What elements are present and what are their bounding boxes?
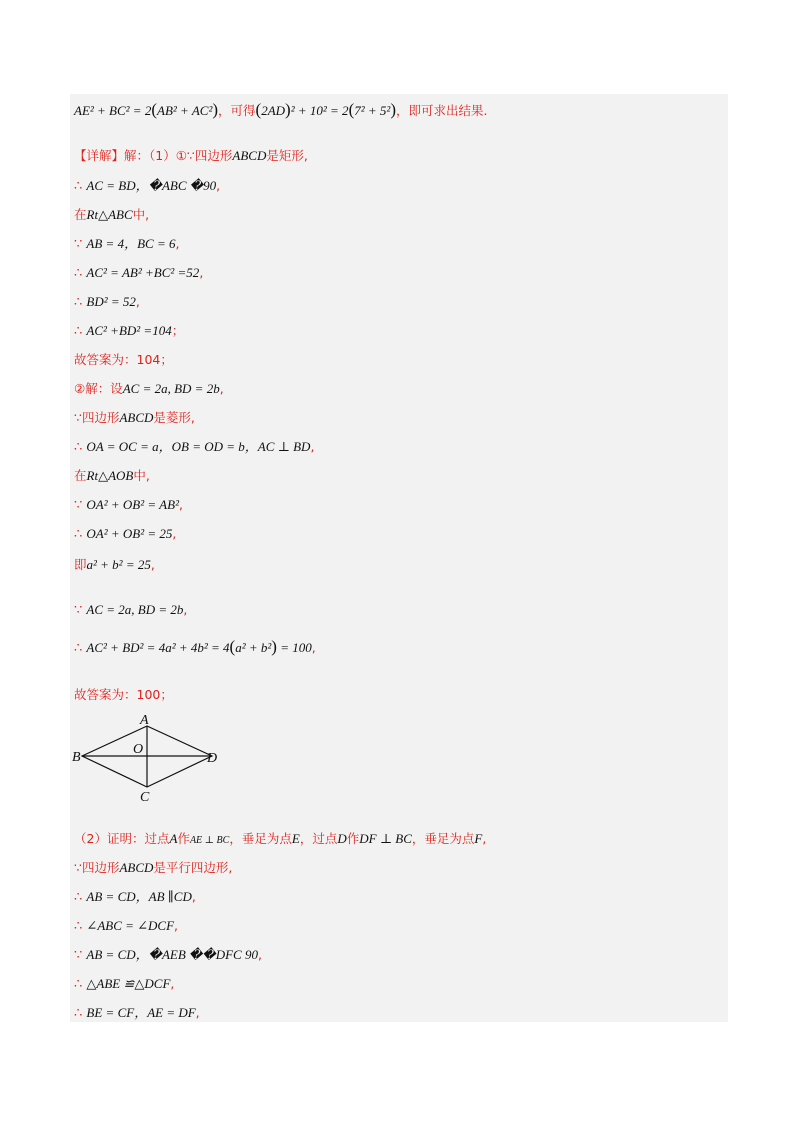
step-line bbox=[74, 556, 155, 575]
because-symbol: ∵ bbox=[74, 948, 83, 963]
answer-text: 故答案为：100； bbox=[74, 687, 173, 702]
step-tail: ； bbox=[171, 323, 185, 338]
step-line bbox=[74, 496, 183, 515]
point-d: D bbox=[337, 831, 347, 846]
therefore-symbol: ∴ bbox=[74, 527, 83, 542]
step-tail: , bbox=[183, 602, 188, 617]
step-text: ∵四边形 bbox=[74, 410, 120, 425]
step-line bbox=[74, 206, 149, 225]
step-line bbox=[74, 601, 187, 620]
solution-panel bbox=[70, 94, 728, 1022]
step-tail: , bbox=[191, 889, 196, 904]
hint-line bbox=[74, 101, 487, 121]
step-math: OA² + OB² = 25 bbox=[86, 526, 173, 541]
perpendicular-ae-bc: AE ⊥ BC bbox=[189, 835, 230, 846]
step-math: AC² = AB² +BC² =52 bbox=[86, 265, 200, 280]
therefore-symbol: ∴ bbox=[74, 1006, 83, 1021]
step-tail: , bbox=[150, 557, 155, 572]
vertex-label-d: D bbox=[207, 751, 218, 766]
step-math: AB = CD，AB ∥CD bbox=[86, 889, 192, 904]
answer-line bbox=[74, 686, 173, 705]
step-text: 在 bbox=[74, 207, 87, 222]
step-text: ∵四边形 bbox=[74, 860, 120, 875]
step-line bbox=[74, 409, 195, 428]
therefore-symbol: ∴ bbox=[74, 266, 83, 281]
vertex-label-c: C bbox=[140, 790, 150, 804]
step-math: AB = CD，�AEB ��DFC 90 bbox=[86, 947, 258, 962]
step-tail: 中, bbox=[133, 468, 150, 483]
step-tail: , bbox=[195, 1005, 200, 1020]
step-text: ，垂足为点 bbox=[411, 831, 475, 846]
step-text: ，过点 bbox=[299, 831, 338, 846]
step-math: AB = 4，BC = 6 bbox=[86, 236, 176, 251]
point-e: E bbox=[291, 831, 300, 846]
step-tail: 是平行四边形, bbox=[153, 860, 233, 875]
point-a: A bbox=[169, 831, 178, 846]
perpendicular-df-bc: DF ⊥ BC bbox=[359, 831, 412, 846]
detail-heading-line bbox=[74, 147, 308, 166]
step-text: 即 bbox=[74, 557, 87, 572]
step-math: AC² +BD² =104 bbox=[86, 323, 172, 338]
therefore-symbol: ∴ bbox=[74, 919, 83, 934]
step-line bbox=[74, 293, 140, 312]
step-line bbox=[74, 322, 184, 341]
step-tail: , bbox=[174, 918, 179, 933]
step-line bbox=[74, 946, 262, 965]
vertex-label-b: B bbox=[72, 750, 81, 765]
step-text: ，垂足为点 bbox=[229, 831, 292, 846]
step-math: ABCD bbox=[119, 860, 154, 875]
step-math: ABCD bbox=[232, 148, 267, 163]
step-math: OA = OC = a，OB = OD = b，AC ⊥ BD bbox=[86, 439, 311, 454]
step-math: Rt△ABC bbox=[86, 207, 133, 222]
step-math: AC = 2a, BD = 2b bbox=[86, 602, 184, 617]
step-line bbox=[74, 1004, 200, 1023]
step-text: （2）证明：过点 bbox=[74, 831, 170, 846]
step-math: ABCD bbox=[119, 410, 154, 425]
step-tail: , bbox=[216, 178, 221, 193]
step-tail: , bbox=[482, 831, 487, 846]
step-text: 作 bbox=[177, 831, 190, 846]
because-symbol: ∵ bbox=[74, 603, 83, 618]
therefore-symbol: ∴ bbox=[74, 324, 83, 339]
answer-text: 故答案为：104； bbox=[74, 352, 173, 367]
step-tail: , bbox=[311, 640, 316, 655]
because-symbol: ∵ bbox=[74, 498, 83, 513]
therefore-symbol: ∴ bbox=[74, 641, 83, 656]
answer-line bbox=[74, 351, 173, 370]
step-tail: 是矩形, bbox=[266, 148, 308, 163]
step-line bbox=[74, 177, 220, 196]
step-text: 作 bbox=[346, 831, 360, 846]
because-symbol: ∵ bbox=[74, 237, 83, 252]
therefore-symbol: ∴ bbox=[74, 977, 83, 992]
therefore-symbol: ∴ bbox=[74, 179, 83, 194]
step-line bbox=[74, 859, 232, 878]
proof-intro-line bbox=[74, 830, 486, 850]
step-tail: , bbox=[219, 381, 224, 396]
step-line bbox=[74, 438, 314, 457]
step-tail: 是菱形, bbox=[153, 410, 195, 425]
step-tail: , bbox=[170, 976, 175, 991]
step-line bbox=[74, 264, 203, 283]
vertex-label-a: A bbox=[140, 713, 149, 728]
step-math: △ABE ≌△DCF bbox=[86, 976, 171, 991]
step-line bbox=[74, 467, 150, 486]
step-math: ∠ABC = ∠DCF bbox=[86, 918, 175, 933]
step-line bbox=[74, 235, 179, 254]
hint-text: ，可得 bbox=[218, 103, 256, 118]
step-math: AC = 2a, BD = 2b bbox=[122, 381, 220, 396]
step-text: 在 bbox=[74, 468, 87, 483]
step-line bbox=[74, 975, 174, 994]
step-tail: , bbox=[199, 265, 204, 280]
detail-tag: 【详解】 bbox=[74, 148, 125, 163]
step-line bbox=[74, 380, 224, 399]
hint-conclusion: ，即可求出结果. bbox=[395, 103, 488, 118]
step-tail: , bbox=[135, 294, 140, 309]
step-math: OA² + OB² = AB² bbox=[86, 497, 179, 512]
step-math: Rt△AOB bbox=[86, 468, 134, 483]
center-label-o: O bbox=[133, 742, 144, 757]
step-math: BD² = 52 bbox=[86, 294, 136, 309]
step-tail: , bbox=[172, 526, 177, 541]
step-line bbox=[74, 888, 196, 907]
formula-parallelogram-identity: AE² + BC² = 2(AB² + AC²) bbox=[74, 100, 219, 119]
step-math: AC² + BD² = 4a² + 4b² = 4(a² + b²) = 100 bbox=[86, 637, 312, 656]
step-tail: , bbox=[257, 947, 262, 962]
step-tail: , bbox=[178, 497, 183, 512]
step-line bbox=[74, 917, 178, 936]
step-text: 解：（1）①∵四边形 bbox=[124, 148, 233, 163]
step-math: a² + b² = 25 bbox=[86, 557, 151, 572]
formula-substitution: (2AD)² + 10² = 2(7² + 5²) bbox=[255, 100, 396, 119]
therefore-symbol: ∴ bbox=[74, 295, 83, 310]
rhombus-diagram bbox=[70, 712, 230, 804]
therefore-symbol: ∴ bbox=[74, 890, 83, 905]
step-math: BE = CF，AE = DF bbox=[86, 1005, 196, 1020]
step-tail: , bbox=[175, 236, 180, 251]
step-line bbox=[74, 525, 176, 544]
step-tail: , bbox=[310, 439, 315, 454]
point-f: F bbox=[474, 831, 483, 846]
step-tail: 中, bbox=[132, 207, 150, 222]
step-text: ②解：设 bbox=[74, 381, 123, 396]
step-math: AC = BD，�ABC �90 bbox=[86, 178, 217, 193]
step-line bbox=[74, 638, 316, 658]
therefore-symbol: ∴ bbox=[74, 440, 83, 455]
